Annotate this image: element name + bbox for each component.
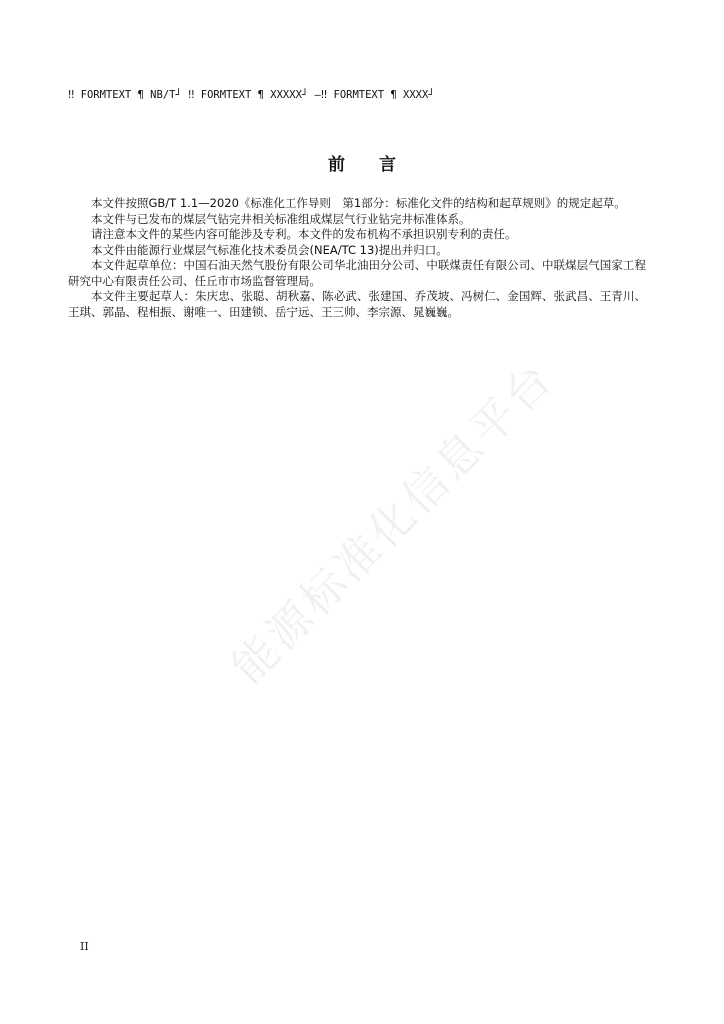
watermark-text: 能源标准化信息平台	[222, 352, 565, 694]
title-char-2: 言	[379, 155, 396, 175]
page-number: II	[80, 940, 89, 953]
paragraph-standard-system: 本文件与已发布的煤层气钻完井相关标准组成煤层气行业钻完井标准体系。	[91, 211, 471, 226]
title-char-1: 前	[328, 155, 345, 175]
page-title	[0, 150, 724, 175]
paragraph-patent-notice: 请注意本文件的某些内容可能涉及专利。本文件的发布机构不承担识别专利的责任。	[91, 227, 517, 241]
paragraph-drafters: 本文件主要起草人：朱庆忠、张聪、胡秋嘉、陈必武、张建国、乔茂坡、冯树仁、金国辉、张武昌、王青川、王琪、郭晶、程相振、谢唯一、田建锁、岳宁远、王三帅、李宗源、晁巍巍。	[68, 289, 646, 319]
standard-code-line: ‼ FORMTEXT ¶ NB/T┘ ‼ FORMTEXT ¶ XXXXX┘ —‼ FORMTEXT ¶ XXXX┘	[68, 89, 435, 101]
foreword-body	[68, 196, 646, 320]
paragraph-drafting-units: 本文件起草单位：中国石油天然气股份有限公司华北油田分公司、中联煤责任有限公司、中联煤层气国家工程研究中心有限责任公司、任丘市市场监督管理局。	[68, 258, 646, 288]
paragraph-proposer: 本文件由能源行业煤层气标准化技术委员会(NEA/TC 13)提出并归口。	[91, 242, 448, 257]
paragraph-drafting-rule: 本文件按照GB/T 1.1—2020《标准化工作导则 第1部分：标准化文件的结构和起草规则》的规定起草。	[91, 196, 626, 210]
